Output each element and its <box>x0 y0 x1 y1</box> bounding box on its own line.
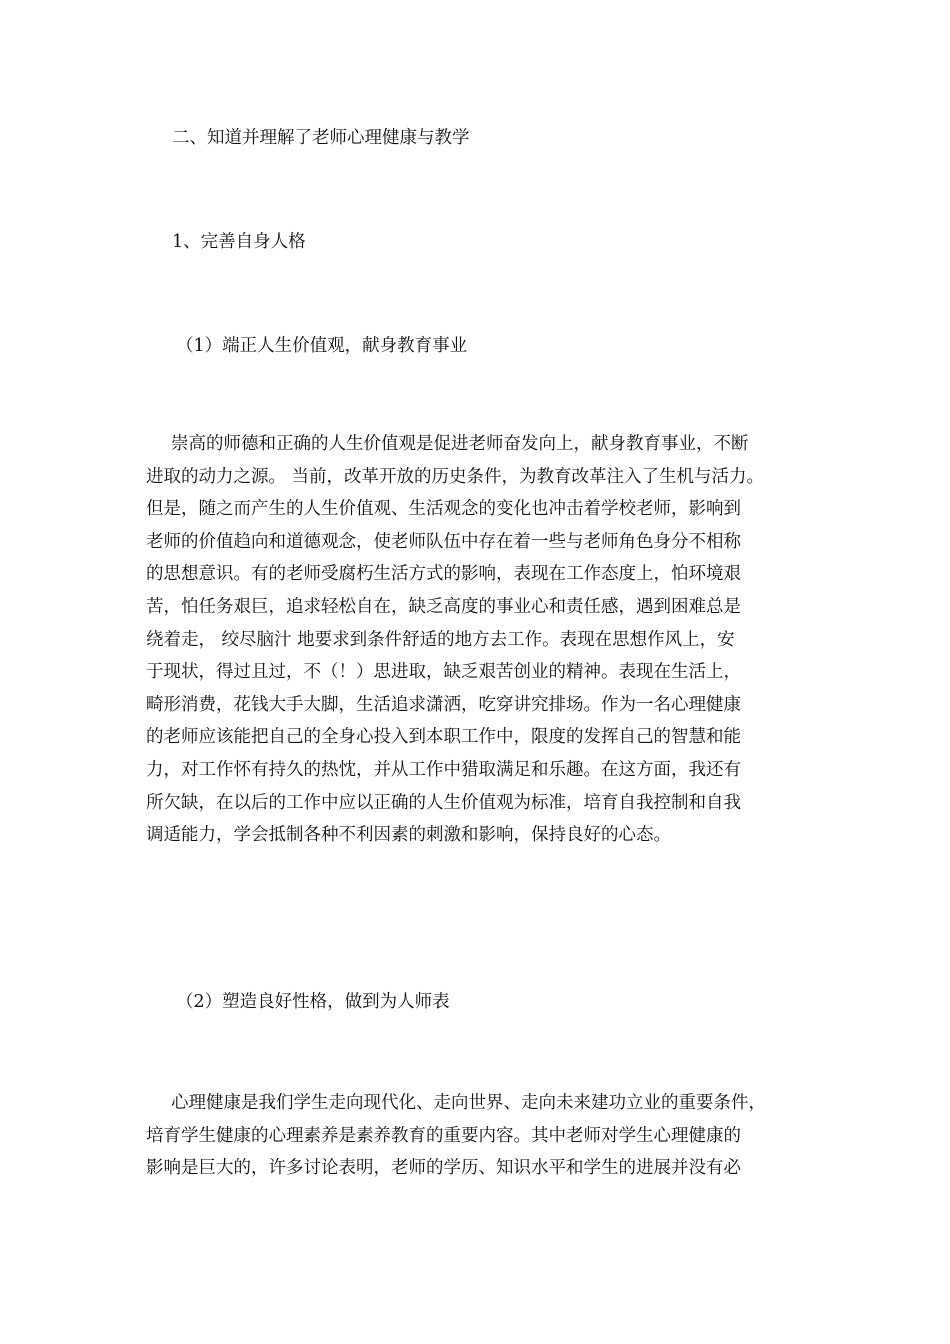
text-line: 老师的价值趋向和道德观念，使老师队伍中存在着一些与老师角色身分不相称 <box>146 531 741 552</box>
text-line: 但是，随之而产生的人生价值观、生活观念的变化也冲击着学校老师，影响到 <box>146 499 741 520</box>
text-line: 培育学生健康的心理素养是素养教育的重要内容。其中老师对学生心理健康的 <box>146 1125 741 1146</box>
subheading-character: （2）塑造良好性格，做到为人师表 <box>176 992 450 1012</box>
paragraph-values <box>146 428 836 852</box>
text-line: 调适能力，学会抵制各种不利因素的刺激和影响，保持良好的心态。 <box>146 825 671 846</box>
text-line: 崇高的师德和正确的人生价值观是促进老师奋发向上，献身教育事业，不断 <box>171 434 749 454</box>
subheading-improve-personality: 1、完善自身人格 <box>172 232 306 252</box>
text-line: 所欠缺，在以后的工作中应以正确的人生价值观为标准，培育自我控制和自我 <box>146 792 741 813</box>
text-line: 心理健康是我们学生走向现代化、走向世界、走向未来建功立业的重要条件， <box>171 1093 766 1113</box>
text-line: 苦，怕任务艰巨，追求轻松自在，缺乏高度的事业心和责任感，遇到困难总是 <box>146 596 741 617</box>
text-line: 进取的动力之源。 当前，改革开放的历史条件，为教育改革注入了生机与活力。 <box>146 466 765 487</box>
text-line: 于现状，得过且过，不（！）思进取，缺乏艰苦创业的精神。表现在生活上， <box>146 662 741 683</box>
text-line: 绕着走， 绞尽脑汁 地要求到条件舒适的地方去工作。表现在思想作风上，安 <box>146 629 735 650</box>
text-line: 影响是巨大的，许多讨论表明，老师的学历、知识水平和学生的进展并没有必 <box>146 1158 741 1179</box>
subheading-values: （1）端正人生价值观，献身教育事业 <box>176 336 468 356</box>
paragraph-character <box>146 1087 836 1185</box>
section-heading: 二、知道并理解了老师心理健康与教学 <box>172 128 470 148</box>
text-line: 畸形消费，花钱大手大脚，生活追求潇洒，吃穿讲究排场。作为一名心理健康 <box>146 694 741 715</box>
text-line: 的老师应该能把自己的全身心投入到本职工作中，限度的发挥自己的智慧和能 <box>146 727 741 748</box>
text-line: 力，对工作怀有持久的热忱，并从工作中猎取满足和乐趣。在这方面，我还有 <box>146 759 741 780</box>
text-line: 的思想意识。有的老师受腐朽生活方式的影响，表现在工作态度上，怕环境艰 <box>146 564 741 585</box>
